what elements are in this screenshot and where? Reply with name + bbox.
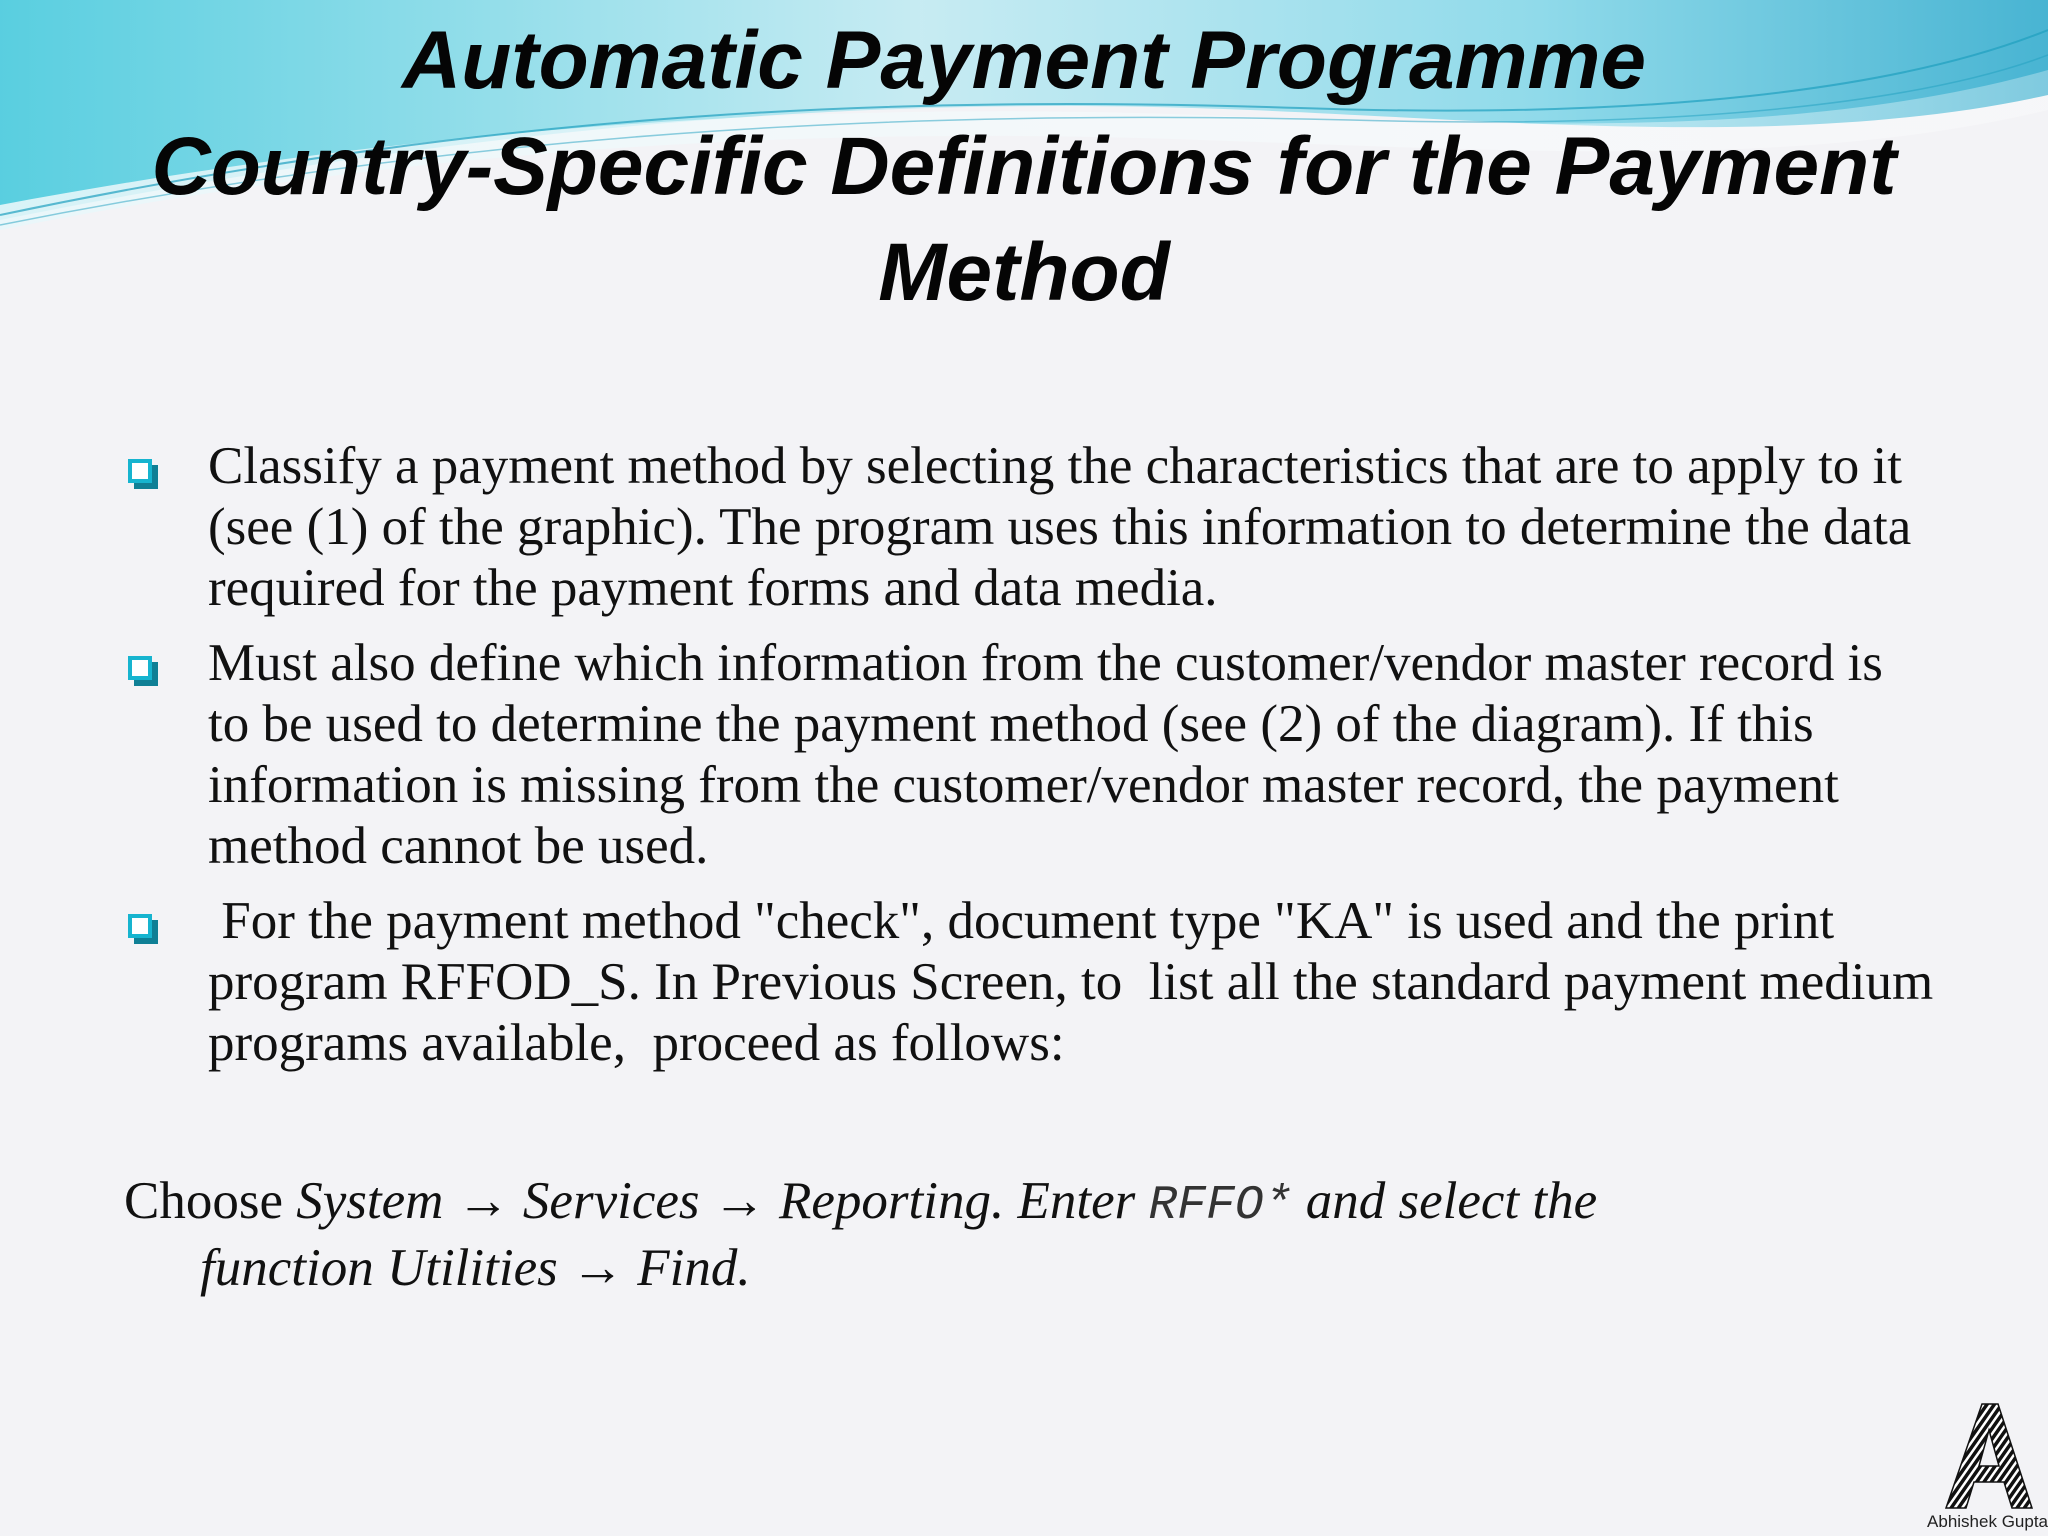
menu-path-instruction bbox=[124, 1170, 1884, 1299]
author-name: Abhishek Gupta bbox=[1927, 1512, 2048, 1531]
svg-text:A: A bbox=[1988, 1495, 1990, 1496]
bullet-text: Classify a payment method by selecting the characteristics that are to apply to it (see (1) of the graphic). The program uses this information to determine the data required for the payment forms and data media. bbox=[208, 437, 1912, 617]
author-logo bbox=[1924, 1400, 2048, 1536]
list-item bbox=[126, 633, 1936, 877]
letter-a-logo-icon bbox=[1944, 1400, 2034, 1510]
instruction-choose: Choose bbox=[124, 1172, 297, 1230]
page-title bbox=[40, 8, 2008, 326]
checkbox-bullet-icon bbox=[128, 914, 152, 938]
checkbox-bullet-icon bbox=[128, 656, 152, 680]
title-line-1: Automatic Payment Programme bbox=[401, 15, 1646, 106]
list-item bbox=[126, 436, 1936, 619]
instruction-path: System → Services → Reporting. Enter bbox=[296, 1172, 1149, 1230]
instruction-code: RFFO* bbox=[1148, 1179, 1293, 1233]
bullet-list bbox=[126, 436, 1947, 1088]
bullet-text: For the payment method "check", document type "KA" is used and the print program RFFOD_S. In Previous Screen, to list all the standard payment medium programs available, proceed as follows: bbox=[208, 892, 1947, 1072]
checkbox-bullet-icon bbox=[128, 459, 152, 483]
instruction-line-2: function Utilities → Find. bbox=[200, 1239, 751, 1297]
title-line-2: Country-Specific Definitions for the Payment bbox=[151, 121, 1897, 212]
bullet-text: Must also define which information from the customer/vendor master record is to be used to determine the payment method (see (2) of the diagram). If this information is missing from the customer/vendor master record, the payment method cannot be used. bbox=[208, 634, 1883, 875]
instruction-tail: and select the bbox=[1292, 1172, 1598, 1230]
title-line-3: Method bbox=[878, 227, 1170, 318]
list-item bbox=[126, 891, 1947, 1074]
